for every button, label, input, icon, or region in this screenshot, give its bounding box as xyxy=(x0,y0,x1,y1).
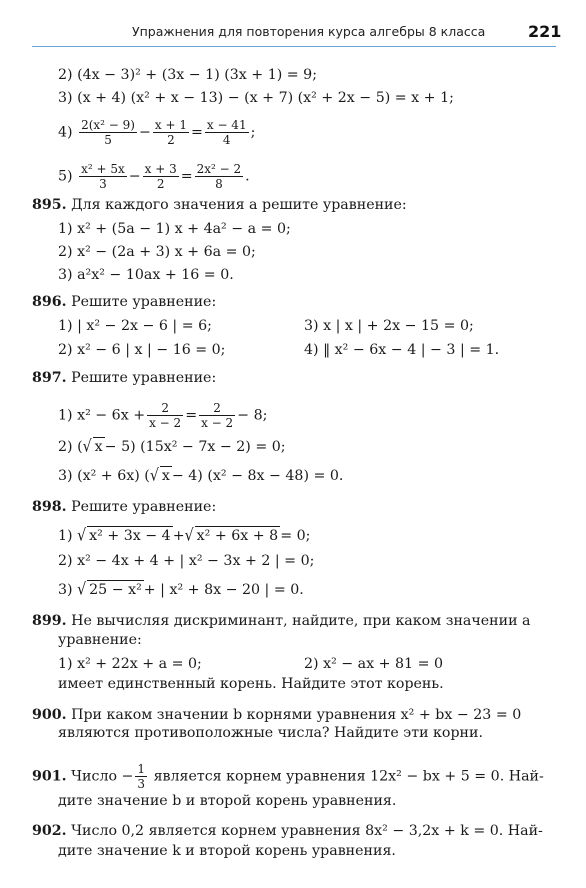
equation-line: 2) x² − 6 | x | − 16 = 0; xyxy=(58,342,226,358)
equation-line: 2) (√ x − 5) (15x² − 7x − 2) = 0; xyxy=(58,437,286,457)
equation-line: 2) (4x − 3)² + (3x − 1) (3x + 1) = 9; xyxy=(58,67,317,83)
equation-line: 3) √ 25 − x² + | x² + 8x − 20 | = 0. xyxy=(58,580,304,600)
equation-line: 2) x² − ax + 81 = 0 xyxy=(304,656,444,672)
fraction: $\frac{\text{2x² − 2}}{8}$ xyxy=(196,162,242,191)
problem-number: 899. xyxy=(32,613,67,629)
problem-text: Для каждого значения a решите уравнение: xyxy=(71,197,407,213)
problem-number: 897. xyxy=(32,370,67,386)
problem-heading xyxy=(32,293,216,311)
problem-text: дите значение b и второй корень уравнения. xyxy=(58,793,397,809)
page-number: 221 xyxy=(528,22,562,41)
equation-line: 4) $\frac{\text{2(x² − 9)}}{5}$ − $\frac{x + 1}{2}$ = $\frac{x - 41}{4}$ ; xyxy=(58,118,256,147)
fraction: $\frac{2}{x - 2}$ xyxy=(149,401,182,430)
equation-line: 2) x² − (2a + 3) x + 6a = 0; xyxy=(58,244,256,260)
sqrt-sign: √ xyxy=(82,437,92,457)
problem-text: Не вычисляя дискриминант, найдите, при каком значении a xyxy=(71,613,531,629)
problem-number: 898. xyxy=(32,499,67,515)
problem-number: 896. xyxy=(32,294,67,310)
problem-heading xyxy=(32,369,216,387)
fraction: $\frac{\text{2(x² − 9)}}{5}$ xyxy=(81,118,135,147)
item-number: 4) xyxy=(58,124,73,141)
fraction: $\frac{x + 3}{2}$ xyxy=(144,162,177,191)
radicand: 25 − x² xyxy=(89,582,142,598)
equation-line: 1) | x² − 2x − 6 | = 6; xyxy=(58,318,212,334)
sqrt-sign: √ xyxy=(77,580,87,600)
equation-line: 3) (x² + 6x) (√ x − 4) (x² − 8x − 48) = 0. xyxy=(58,466,344,486)
problem-number: 895. xyxy=(32,197,67,213)
equation-line: 3) x | x | + 2x − 15 = 0; xyxy=(304,318,474,334)
equation-line: 5) $\frac{\text{x² + 5x}}{3}$ − $\frac{x + 3}{2}$ = $\frac{\text{2x² − 2}}{8}$ . xyxy=(58,162,250,191)
sqrt-sign: √ xyxy=(149,466,159,486)
problem-heading xyxy=(32,196,407,214)
problem-text: имеет единственный корень. Найдите этот корень. xyxy=(58,676,444,692)
radicand: x² + 6x + 8 xyxy=(196,528,279,544)
problem-text: является корнем уравнения 12x² − bx + 5 = 0. Най- xyxy=(153,768,544,785)
problem-number: 901. xyxy=(32,768,67,785)
equation-line: 1) x² + 22x + a = 0; xyxy=(58,656,202,672)
fraction: $\frac{x + 1}{2}$ xyxy=(154,118,187,147)
problem-text: Решите уравнение: xyxy=(71,499,217,515)
equation-line: 1) √ x² + 3x − 4 +√ x² + 6x + 8 = 0; xyxy=(58,526,311,546)
radicand: x² + 3x − 4 xyxy=(89,528,171,544)
problem-heading xyxy=(32,498,216,516)
sqrt-sign: √ xyxy=(184,526,194,546)
problem-text: Решите уравнение: xyxy=(71,370,217,386)
equation-line: 2) x² − 4x + 4 + | x² − 3x + 2 | = 0; xyxy=(58,553,315,569)
radicand: x xyxy=(161,468,170,484)
problem-text: уравнение: xyxy=(58,632,142,648)
problem-text: Решите уравнение: xyxy=(71,294,217,310)
problem-number: 900. xyxy=(32,707,67,723)
problem-text: дите значение k и второй корень уравнения. xyxy=(58,843,396,859)
item-number: 5) xyxy=(58,168,73,185)
problem-heading xyxy=(32,706,521,724)
problem-number: 902. xyxy=(32,823,67,839)
radicand: x xyxy=(94,439,103,455)
problem-text: При каком значении b корнями уравнения x² + bx − 23 = 0 xyxy=(71,707,522,723)
sqrt-sign: √ xyxy=(77,526,87,546)
fraction: $\frac{\text{x² + 5x}}{3}$ xyxy=(81,162,125,191)
equation-line: 3) a²x² − 10ax + 16 = 0. xyxy=(58,267,234,283)
fraction: $\frac{1}{3}$ xyxy=(137,762,146,791)
fraction: $\frac{x - 41}{4}$ xyxy=(206,118,247,147)
equation-line: 1) x² + (5a − 1) x + 4a² − a = 0; xyxy=(58,221,291,237)
problem-heading xyxy=(32,612,531,630)
running-title: Упражнения для повторения курса алгебры 8 класса xyxy=(132,24,486,39)
equation-line: 3) (x + 4) (x² + x − 13) − (x + 7) (x² + 2x − 5) = x + 1; xyxy=(58,90,454,106)
problem-text: Число 0,2 является корнем уравнения 8x² − 3,2x + k = 0. Най- xyxy=(71,823,543,839)
problem-heading xyxy=(32,822,543,840)
fraction: $\frac{2}{x - 2}$ xyxy=(201,401,234,430)
problem-heading: 901. Число − $\frac{1}{3}$ является корнем уравнения 12x² − bx + 5 = 0. Най- xyxy=(32,762,544,791)
problem-text: являются противоположные числа? Найдите эти корни. xyxy=(58,725,483,741)
equation-line: 1) x² − 6x + $\frac{2}{x - 2}$ = $\frac{2}{x - 2}$ − 8; xyxy=(58,401,268,430)
equation-line: 4) ‖ x² − 6x − 4 | − 3 | = 1. xyxy=(304,342,500,358)
